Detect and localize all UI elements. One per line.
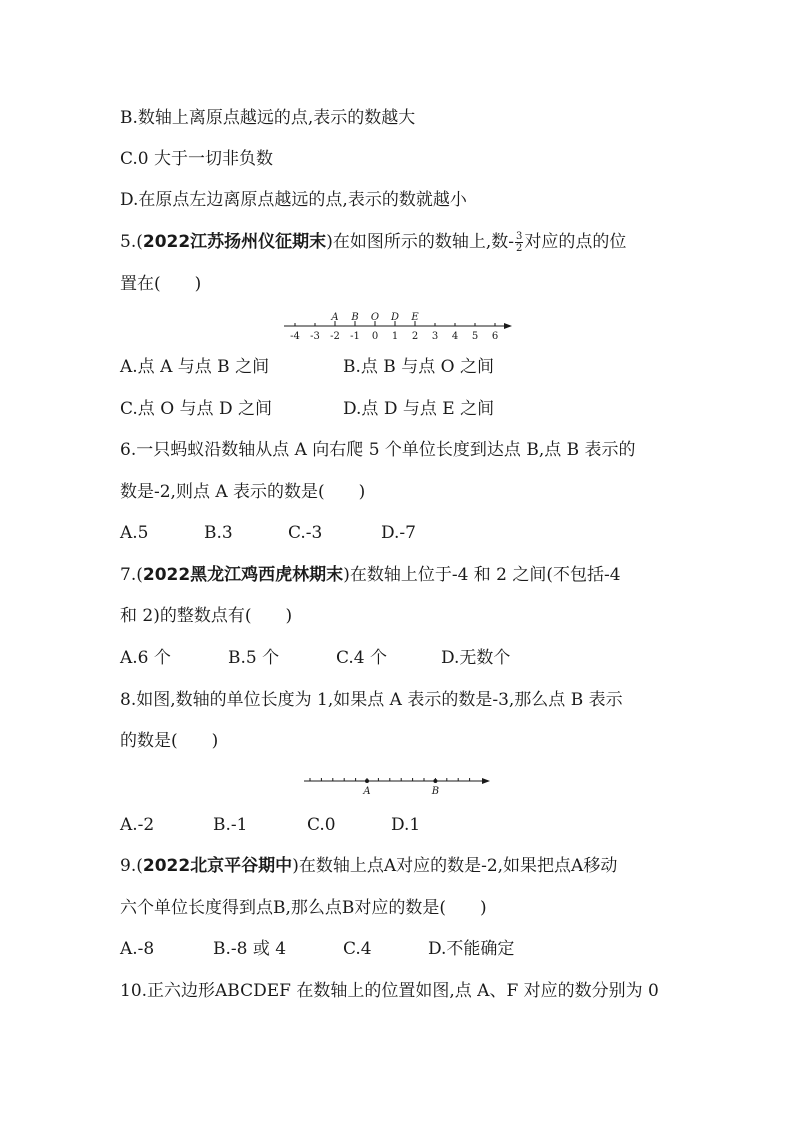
q6-option-a: A.5 — [120, 523, 149, 543]
q7-stem-line1 — [120, 563, 621, 587]
tick-label: -2 — [330, 331, 340, 342]
tick-label: 2 — [411, 331, 419, 342]
q4-option-b: B.数轴上离原点越远的点,表示的数越大 — [120, 108, 416, 128]
q5-option-a: A.点 A 与点 B 之间 — [120, 357, 270, 377]
q6-option-d: D.-7 — [381, 523, 416, 543]
point-dot-a — [365, 779, 369, 783]
axis-arrow — [482, 778, 490, 784]
q6-stem-line1: 6.一只蚂蚁沿数轴从点 A 向右爬 5 个单位长度到达点 B,点 B 表示的 — [120, 440, 636, 460]
q7-option-c: C.4 个 — [336, 648, 388, 668]
axis-point-labels — [330, 312, 419, 323]
q4-option-c: C.0 大于一切非负数 — [120, 149, 274, 169]
q7-source: 2022黑龙江鸡西虎林期末 — [142, 565, 344, 585]
q5-number: 5.( — [120, 232, 143, 252]
point-label-e: E — [411, 312, 419, 323]
q7-option-a: A.6 个 — [120, 648, 171, 668]
q9-option-c: C.4 — [343, 939, 372, 959]
q5-option-d: D.点 D 与点 E 之间 — [343, 399, 495, 419]
q8-stem-line2: 的数是( ) — [120, 731, 219, 751]
axis-tick-labels — [290, 331, 498, 342]
q8-option-d: D.1 — [391, 815, 421, 835]
q5-fraction — [515, 231, 523, 254]
q9-option-b: B.-8 或 4 — [213, 939, 287, 959]
axis-arrow — [504, 323, 512, 329]
q8-stem-line1: 8.如图,数轴的单位长度为 1,如果点 A 表示的数是-3,那么点 B 表示 — [120, 690, 623, 710]
fraction-denominator: 2 — [515, 243, 523, 254]
point-label-b: B — [431, 786, 440, 797]
q5-source: 2022江苏扬州仪征期末 — [142, 232, 327, 252]
q5-stem-line1 — [120, 230, 626, 254]
q5-option-c: C.点 O 与点 D 之间 — [120, 399, 272, 419]
q5-option-b: B.点 B 与点 O 之间 — [343, 357, 494, 377]
fraction-numerator: 3 — [515, 231, 523, 242]
q8-option-b: B.-1 — [213, 815, 248, 835]
point-label-o: O — [370, 312, 380, 323]
point-label-d: D — [390, 312, 400, 323]
q9-option-d: D.不能确定 — [428, 939, 515, 959]
tick-label: 5 — [471, 331, 479, 342]
q7-option-b: B.5 个 — [228, 648, 280, 668]
q9-number: 9.( — [120, 856, 143, 876]
tick-label: 1 — [391, 331, 399, 342]
tick-label: 4 — [451, 331, 459, 342]
point-label-b: B — [351, 312, 359, 323]
q6-option-b: B.3 — [204, 523, 233, 543]
q8-option-a: A.-2 — [120, 815, 155, 835]
q4-option-d: D.在原点左边离原点越远的点,表示的数就越小 — [120, 190, 467, 210]
axis-points — [362, 779, 439, 797]
tick-label: 6 — [491, 331, 499, 342]
q6-option-c: C.-3 — [288, 523, 323, 543]
q5-number-line-figure — [280, 308, 520, 344]
q9-source: 2022北京平谷期中 — [142, 856, 293, 876]
point-label-a: A — [363, 786, 371, 797]
point-label-a: A — [331, 312, 339, 323]
q5-text-b: 对应的点的位 — [524, 232, 627, 252]
q9-stem-line2: 六个单位长度得到点B,那么点B对应的数是( ) — [120, 898, 487, 918]
tick-label: 0 — [371, 331, 379, 342]
q7-stem-line2: 和 2)的整数点有( ) — [120, 606, 293, 626]
q9-option-a: A.-8 — [120, 939, 155, 959]
q9-stem-line1 — [120, 854, 617, 878]
tick-label: 3 — [431, 331, 439, 342]
q6-stem-line2: 数是-2,则点 A 表示的数是( ) — [120, 482, 366, 502]
q7-option-d: D.无数个 — [441, 648, 511, 668]
q7-text-a: )在数轴上位于-4 和 2 之间(不包括-4 — [343, 565, 621, 585]
tick-label: -3 — [310, 331, 320, 342]
q8-number-line-figure — [300, 770, 500, 800]
q7-number: 7.( — [120, 565, 143, 585]
tick-label: -1 — [350, 331, 360, 342]
tick-label: -4 — [290, 331, 300, 342]
point-dot-b — [433, 779, 437, 783]
q5-text-a: )在如图所示的数轴上,数- — [326, 232, 514, 252]
q9-text-a: )在数轴上点A对应的数是-2,如果把点A移动 — [292, 856, 618, 876]
q8-option-c: C.0 — [307, 815, 336, 835]
q10-stem-line1: 10.正六边形ABCDEF 在数轴上的位置如图,点 A、F 对应的数分别为 0 — [120, 981, 659, 1001]
q5-stem-line2: 置在( ) — [120, 274, 202, 294]
